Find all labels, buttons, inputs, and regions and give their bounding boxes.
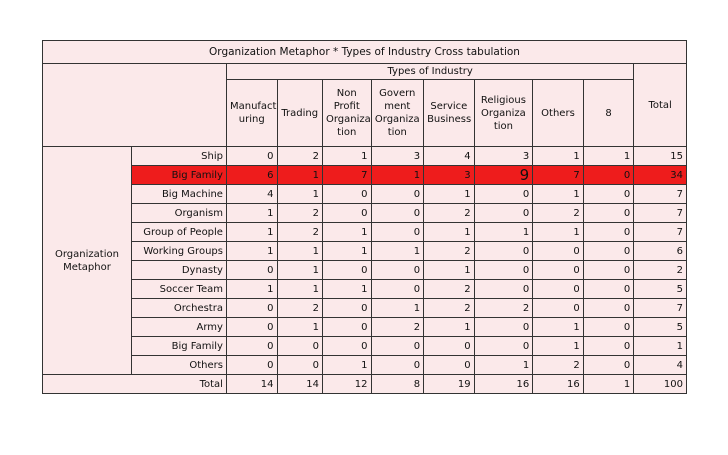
cell-eight: 0 — [583, 223, 634, 242]
cell-total: 7 — [634, 299, 687, 318]
column-header-service — [424, 80, 475, 147]
column-header-line: Service — [430, 101, 468, 112]
cell-eight: 0 — [583, 185, 634, 204]
table-row — [43, 204, 687, 223]
row-label: Big Family — [131, 166, 226, 185]
row-label: Organism — [131, 204, 226, 223]
cell-others: 7 — [533, 166, 584, 185]
cell-total: 5 — [634, 280, 687, 299]
cell-religious: 0 — [474, 280, 533, 299]
row-label: Soccer Team — [131, 280, 226, 299]
cell-non_profit: 1 — [322, 356, 371, 375]
cell-religious: 0 — [474, 242, 533, 261]
types-of-industry-header: Types of Industry — [226, 64, 633, 80]
cell-non_profit: 1 — [322, 223, 371, 242]
cell-others: 1 — [533, 185, 584, 204]
cell-religious: 9 — [474, 166, 533, 185]
cell-non_profit: 0 — [322, 185, 371, 204]
total-cell-non_profit: 12 — [322, 375, 371, 394]
cell-religious: 1 — [474, 223, 533, 242]
cell-manufacturing: 0 — [226, 261, 277, 280]
cell-eight: 0 — [583, 337, 634, 356]
row-label: Big Family — [131, 337, 226, 356]
cell-total: 15 — [634, 147, 687, 166]
cell-religious: 0 — [474, 261, 533, 280]
column-header-line: Organiza — [481, 107, 526, 119]
cell-total: 4 — [634, 356, 687, 375]
row-label: Ship — [131, 147, 226, 166]
table-row — [43, 147, 687, 166]
cell-manufacturing: 1 — [226, 280, 277, 299]
cell-trading: 1 — [277, 280, 322, 299]
total-cell-government: 8 — [371, 375, 424, 394]
cell-others: 2 — [533, 356, 584, 375]
column-header-religious — [474, 80, 533, 147]
cell-total: 5 — [634, 318, 687, 337]
total-cell-eight: 1 — [583, 375, 634, 394]
cell-service: 0 — [424, 356, 475, 375]
table-row — [43, 242, 687, 261]
cell-religious: 0 — [474, 204, 533, 223]
total-cell-others: 16 — [533, 375, 584, 394]
column-header-line: Non — [336, 88, 357, 99]
cell-religious: 0 — [474, 318, 533, 337]
cell-service: 2 — [424, 204, 475, 223]
row-label: Army — [131, 318, 226, 337]
cell-service: 4 — [424, 147, 475, 166]
cell-non_profit: 0 — [322, 299, 371, 318]
cell-non_profit: 0 — [322, 318, 371, 337]
table-row — [43, 318, 687, 337]
cell-eight: 0 — [583, 242, 634, 261]
total-row — [43, 375, 687, 394]
cell-government: 0 — [371, 337, 424, 356]
table-row — [43, 185, 687, 204]
cell-service: 1 — [424, 318, 475, 337]
cell-non_profit: 1 — [322, 242, 371, 261]
row-label: Others — [131, 356, 226, 375]
cell-others: 0 — [533, 242, 584, 261]
cell-total: 7 — [634, 185, 687, 204]
cell-government: 0 — [371, 223, 424, 242]
table-row — [43, 299, 687, 318]
cell-government: 0 — [371, 261, 424, 280]
total-cell-service: 19 — [424, 375, 475, 394]
cell-eight: 0 — [583, 280, 634, 299]
cell-eight: 0 — [583, 166, 634, 185]
cell-service: 1 — [424, 261, 475, 280]
cell-manufacturing: 0 — [226, 147, 277, 166]
cell-trading: 1 — [277, 185, 322, 204]
cell-others: 0 — [533, 261, 584, 280]
column-header-line: tion — [387, 127, 407, 138]
cell-non_profit: 1 — [322, 280, 371, 299]
cell-manufacturing: 0 — [226, 356, 277, 375]
row-group-label: Organization Metaphor — [43, 147, 132, 375]
cell-others: 0 — [533, 280, 584, 299]
cell-government: 0 — [371, 356, 424, 375]
column-header-line: tion — [337, 127, 357, 138]
cell-government: 1 — [371, 242, 424, 261]
cell-government: 2 — [371, 318, 424, 337]
corner-cell — [43, 64, 227, 147]
column-header-line: Profit — [333, 101, 360, 112]
cell-religious: 2 — [474, 299, 533, 318]
cell-manufacturing: 6 — [226, 166, 277, 185]
cell-others: 0 — [533, 299, 584, 318]
cell-manufacturing: 0 — [226, 318, 277, 337]
cell-manufacturing: 1 — [226, 204, 277, 223]
cell-trading: 1 — [277, 261, 322, 280]
row-label: Working Groups — [131, 242, 226, 261]
table-row — [43, 261, 687, 280]
cell-others: 1 — [533, 147, 584, 166]
cell-government: 0 — [371, 204, 424, 223]
table-title: Organization Metaphor * Types of Industry Cross tabulation — [43, 41, 687, 64]
row-label: Dynasty — [131, 261, 226, 280]
cell-government: 1 — [371, 166, 424, 185]
cell-trading: 2 — [277, 147, 322, 166]
cell-trading: 0 — [277, 356, 322, 375]
column-header-line: Organiza — [374, 114, 420, 125]
cell-non_profit: 7 — [322, 166, 371, 185]
column-header-government — [371, 80, 424, 147]
cell-total: 1 — [634, 337, 687, 356]
cell-service: 2 — [424, 280, 475, 299]
cell-service: 2 — [424, 242, 475, 261]
row-label: Big Machine — [131, 185, 226, 204]
total-cell-trading: 14 — [277, 375, 322, 394]
row-label: Orchestra — [131, 299, 226, 318]
table-row — [43, 337, 687, 356]
total-cell-manufacturing: 14 — [226, 375, 277, 394]
cell-service: 1 — [424, 223, 475, 242]
cell-government: 1 — [371, 299, 424, 318]
cell-eight: 1 — [583, 147, 634, 166]
cell-trading: 2 — [277, 223, 322, 242]
column-header-line: Others — [541, 107, 575, 119]
column-header-line: 8 — [605, 107, 612, 119]
cell-total: 7 — [634, 223, 687, 242]
cell-eight: 0 — [583, 356, 634, 375]
cell-eight: 0 — [583, 204, 634, 223]
cell-total: 34 — [634, 166, 687, 185]
cell-others: 2 — [533, 204, 584, 223]
total-cell-religious: 16 — [474, 375, 533, 394]
column-header-line: ment — [384, 101, 411, 112]
cell-service: 3 — [424, 166, 475, 185]
cell-non_profit: 0 — [322, 337, 371, 356]
row-label: Group of People — [131, 223, 226, 242]
column-header-line: uring — [238, 114, 265, 125]
column-header-line: Trading — [281, 107, 319, 119]
cell-manufacturing: 0 — [226, 299, 277, 318]
cell-manufacturing: 0 — [226, 337, 277, 356]
cell-religious: 3 — [474, 147, 533, 166]
cell-service: 2 — [424, 299, 475, 318]
total-row-label: Total — [43, 375, 227, 394]
cell-total: 2 — [634, 261, 687, 280]
cell-others: 1 — [533, 223, 584, 242]
cell-eight: 0 — [583, 318, 634, 337]
column-header-trading — [277, 80, 322, 147]
cell-non_profit: 0 — [322, 204, 371, 223]
cell-total: 7 — [634, 204, 687, 223]
cell-others: 1 — [533, 337, 584, 356]
grand-total-cell: 100 — [634, 375, 687, 394]
column-header-line: Organiza — [325, 114, 371, 125]
table-row — [43, 356, 687, 375]
cell-non_profit: 0 — [322, 261, 371, 280]
cell-trading: 1 — [277, 318, 322, 337]
table-row — [43, 280, 687, 299]
cell-government: 0 — [371, 280, 424, 299]
cell-manufacturing: 1 — [226, 223, 277, 242]
cell-manufacturing: 4 — [226, 185, 277, 204]
table-row — [43, 223, 687, 242]
column-header-manufacturing — [226, 80, 277, 147]
cell-non_profit: 1 — [322, 147, 371, 166]
column-header-non_profit — [322, 80, 371, 147]
cell-others: 1 — [533, 318, 584, 337]
cell-manufacturing: 1 — [226, 242, 277, 261]
cell-trading: 1 — [277, 166, 322, 185]
cell-religious: 1 — [474, 356, 533, 375]
cell-government: 0 — [371, 185, 424, 204]
column-header-line: Govern — [379, 88, 416, 99]
crosstab-table — [42, 40, 687, 394]
column-header-eight — [583, 80, 634, 147]
cell-service: 0 — [424, 337, 475, 356]
cell-eight: 0 — [583, 299, 634, 318]
cell-trading: 2 — [277, 299, 322, 318]
column-header-line: tion — [493, 120, 513, 132]
column-header-line: Manufact — [229, 101, 277, 112]
cell-service: 1 — [424, 185, 475, 204]
cell-government: 3 — [371, 147, 424, 166]
cell-trading: 2 — [277, 204, 322, 223]
column-header-others — [533, 80, 584, 147]
cell-religious: 0 — [474, 337, 533, 356]
cell-trading: 0 — [277, 337, 322, 356]
cell-eight: 0 — [583, 261, 634, 280]
total-column-header: Total — [634, 64, 687, 147]
table-row — [43, 166, 687, 185]
cell-total: 6 — [634, 242, 687, 261]
cell-religious: 0 — [474, 185, 533, 204]
cell-trading: 1 — [277, 242, 322, 261]
column-header-line: Business — [427, 114, 472, 125]
column-header-line: Religious — [480, 94, 526, 106]
